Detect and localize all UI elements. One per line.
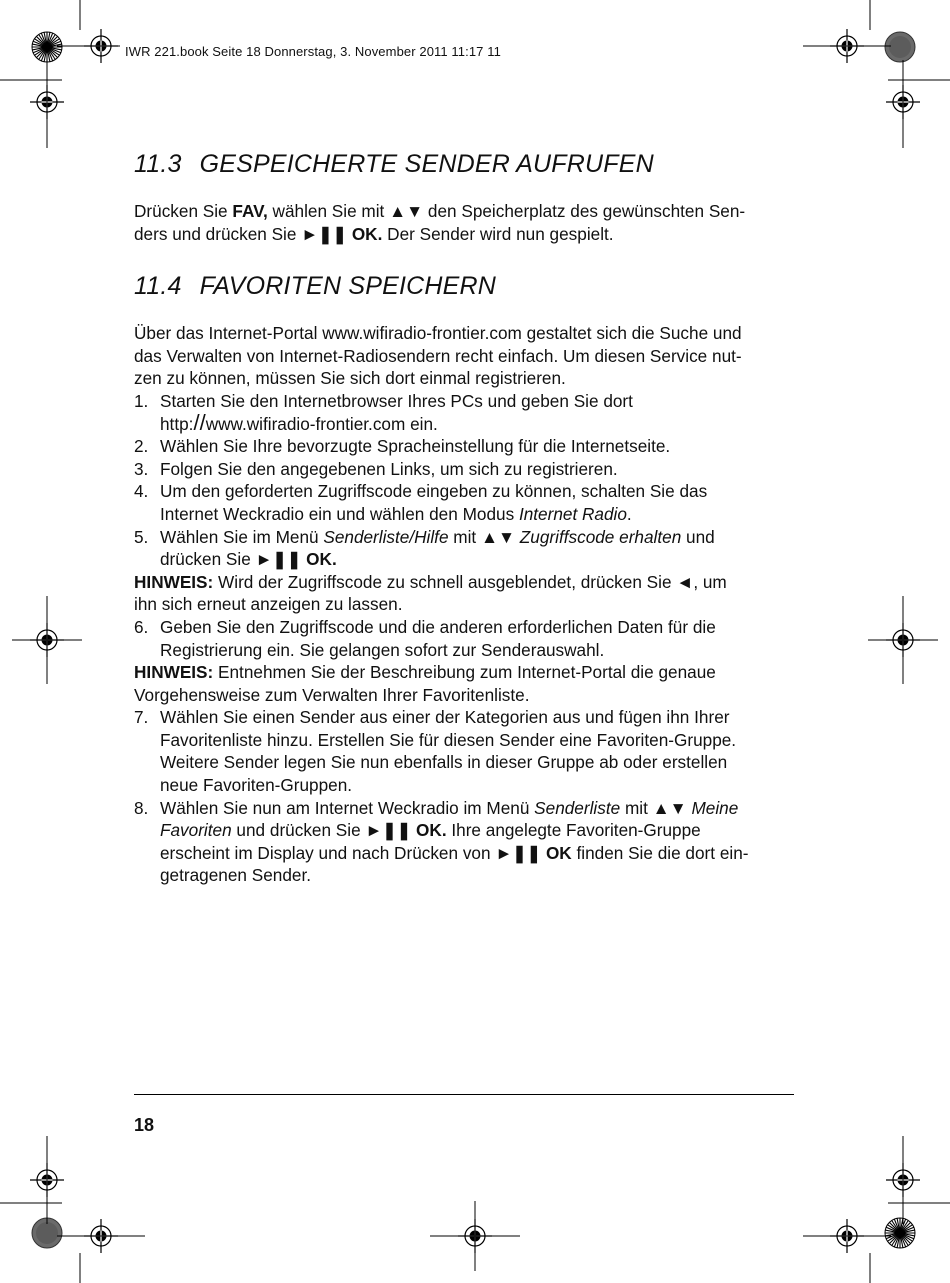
text: und xyxy=(681,526,715,547)
text: Über das Internet-Portal www.wifiradio-frontier.com gestaltet sich die Suche und xyxy=(134,323,742,344)
note-label: HINWEIS: xyxy=(134,571,214,592)
text: erscheint im Display und nach Drücken von xyxy=(160,842,496,863)
note-1 xyxy=(134,571,796,616)
section-number: 11.3 xyxy=(134,150,182,178)
text: Entnehmen Sie der Beschreibung zum Internet-Portal die genaue xyxy=(213,662,716,683)
section-title: GESPEICHERTE SENDER AUFRUFEN xyxy=(199,150,654,178)
step-number: 3. xyxy=(134,458,149,479)
print-header: IWR 221.book Seite 18 Donnerstag, 3. November 2011 11:17 11 xyxy=(125,44,501,59)
list-item-step-4 xyxy=(134,480,796,525)
text: mit xyxy=(620,797,653,818)
menu-item-name: Zugriffscode erhalten xyxy=(519,526,682,547)
menu-name: Senderliste xyxy=(534,797,621,818)
ok-key: OK. xyxy=(306,549,337,570)
text: das Verwalten von Internet-Radiosendern recht einfach. Um diesen Service nut- xyxy=(134,345,742,366)
play-pause-icon: ►❚❚ xyxy=(301,223,348,244)
section-number: 11.4 xyxy=(134,272,182,301)
text: Wählen Sie nun am Internet Weckradio im Menü xyxy=(160,797,535,818)
text: drücken Sie xyxy=(160,549,256,570)
mode-name: Internet Radio xyxy=(518,503,627,524)
text: Vorgehensweise zum Verwalten Ihrer Favoritenliste. xyxy=(134,684,530,705)
text: Wählen Sie einen Sender aus einer der Kategorien aus und fügen ihn Ihrer xyxy=(160,707,730,728)
fav-key: FAV, xyxy=(232,201,268,221)
up-down-icon: ▲▼ xyxy=(652,797,687,818)
page-content xyxy=(134,150,796,887)
list-item-step-1 xyxy=(134,390,796,435)
up-down-icon: ▲▼ xyxy=(480,526,516,547)
step-number: 5. xyxy=(134,526,149,547)
text: ders und drücken Sie xyxy=(134,223,302,244)
text: // xyxy=(193,409,206,435)
text: mit xyxy=(448,526,481,547)
left-arrow-icon: ◄ xyxy=(676,571,694,592)
play-pause-icon: ►❚❚ xyxy=(365,820,412,841)
step-number: 8. xyxy=(134,797,149,818)
list-item-step-5 xyxy=(134,526,796,571)
ok-key: OK xyxy=(545,842,572,863)
ok-key: OK. xyxy=(351,223,383,244)
paragraph-recall xyxy=(134,200,796,245)
text: wählen Sie mit xyxy=(267,201,390,221)
text: Internet Weckradio ein und wählen den Modus xyxy=(160,503,519,524)
text: ihn sich erneut anzeigen zu lassen. xyxy=(134,594,403,615)
menu-item-name: Meine xyxy=(691,797,739,818)
list-item-step-7 xyxy=(134,706,796,796)
text: www.wifiradio-frontier.com ein. xyxy=(205,413,438,434)
text: zen zu können, müssen Sie sich dort einmal registrieren. xyxy=(134,368,566,389)
up-down-icon: ▲▼ xyxy=(389,201,424,221)
play-pause-icon: ►❚❚ xyxy=(255,549,302,570)
text: . xyxy=(626,503,632,524)
step-number: 6. xyxy=(134,616,149,637)
footer-rule xyxy=(134,1094,794,1095)
list-item-step-6 xyxy=(134,616,796,661)
list-item-step-8 xyxy=(134,797,796,887)
text: http: xyxy=(160,413,194,434)
text: , um xyxy=(693,571,727,592)
text: den Speicherplatz des gewünschten Sen- xyxy=(423,201,746,221)
text: Favoritenliste hinzu. Erstellen Sie für diesen Sender eine Favoriten-Gruppe. xyxy=(160,729,737,750)
section-heading-11-3 xyxy=(134,150,796,179)
step-number: 2. xyxy=(134,436,149,457)
text: Wird der Zugriffscode zu schnell ausgeblendet, drücken Sie xyxy=(213,571,677,592)
step-text: Wählen Sie Ihre bevorzugte Spracheinstellung für die Internetseite. xyxy=(160,436,671,457)
text: finden Sie die dort ein- xyxy=(571,842,749,863)
note-label: HINWEIS: xyxy=(134,662,214,683)
step-text: Folgen Sie den angegebenen Links, um sich zu registrieren. xyxy=(160,458,618,479)
section-heading-11-4 xyxy=(134,272,796,301)
step-number: 7. xyxy=(134,707,149,728)
list-item-step-3 xyxy=(134,458,796,481)
section-title: FAVORITEN SPEICHERN xyxy=(199,272,497,301)
text: Registrierung ein. Sie gelangen sofort zur Senderauswahl. xyxy=(160,639,605,660)
text: neue Favoriten-Gruppen. xyxy=(160,775,353,796)
paragraph-intro xyxy=(134,322,796,390)
text: getragenen Sender. xyxy=(160,865,311,886)
text: Um den geforderten Zugriffscode eingeben zu können, schalten Sie das xyxy=(160,481,708,502)
menu-name: Senderliste/Hilfe xyxy=(323,526,449,547)
page-number: 18 xyxy=(134,1115,155,1135)
text: Drücken Sie xyxy=(134,201,233,221)
step-number: 1. xyxy=(134,390,149,411)
list-item-step-2 xyxy=(134,435,796,458)
text: Der Sender wird nun gespielt. xyxy=(382,223,614,244)
play-pause-icon: ►❚❚ xyxy=(495,842,542,863)
ok-key: OK. xyxy=(416,820,447,841)
text: Geben Sie den Zugriffscode und die anderen erforderlichen Daten für die xyxy=(160,616,716,637)
text: Ihre angelegte Favoriten-Gruppe xyxy=(446,820,701,841)
menu-item-name: Favoriten xyxy=(160,820,232,841)
step-number: 4. xyxy=(134,481,149,502)
text: und drücken Sie xyxy=(231,820,366,841)
text: Wählen Sie im Menü xyxy=(160,526,324,547)
text: Starten Sie den Internetbrowser Ihres PCs und geben Sie dort xyxy=(160,390,633,411)
text: Weitere Sender legen Sie nun ebenfalls in dieser Gruppe ab oder erstellen xyxy=(160,752,728,773)
note-2 xyxy=(134,661,796,706)
